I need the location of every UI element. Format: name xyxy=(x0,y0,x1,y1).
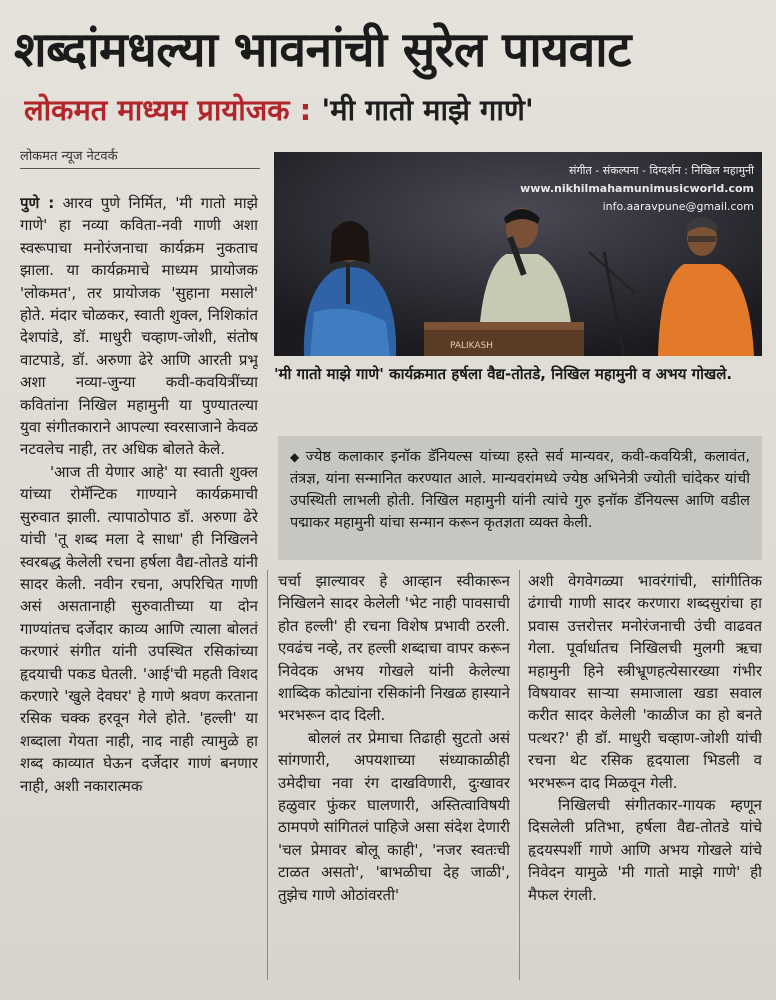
article-column-3 xyxy=(528,570,762,980)
column1-paragraph-1: आरव पुणे निर्मित, 'मी गातो माझे गाणे' हा नव्या कविता-नवी गाणी अशा स्वरूपाचा मनोरंजनाचा कार्यक्रम नुकताच झाला. या कार्यक्रमाचे माध्यम प्रायोजक 'लोकमत', तर प्रायोजक 'सुहाना मसाले' होते. मंदार चोळकर, स्वाती शुक्ल, निशिकांत देशपांडे, डॉ. माधुरी चव्हाण-जोशी, संतोष वाटपाडे, डॉ. अरुणा ढेरे आणि आरती प्रभू अशा नव्या-जुन्या कवी-कवयित्रींच्या कवितांना निखिल महामुनी या पुण्यातल्या युवा संगीतकाराने आपल्या स्वरसाजाने केवळ नटवलेच नाही, तर अधिक बोलते केले. xyxy=(20,194,258,459)
event-title: 'मी गातो माझे गाणे' xyxy=(311,93,534,127)
event-photo xyxy=(274,152,762,356)
article-column-2 xyxy=(278,570,510,980)
photo-caption: 'मी गातो माझे गाणे' कार्यक्रमात हर्षला वैद्य-तोतडे, निखिल महामुनी व अभय गोखले. xyxy=(274,365,733,383)
byline: लोकमत न्यूज नेटवर्क xyxy=(20,146,260,169)
column-divider xyxy=(519,570,520,980)
website-text: www.nikhilmahamunimusicworld.com xyxy=(520,182,754,195)
diamond-bullet-icon: ◆ xyxy=(290,450,302,464)
column2-paragraph-1: चर्चा झाल्यावर हे आव्हान स्वीकारून निखिलने सादर केलेली 'भेट नाही पावसाची होत हल्ली' ही रचना विशेष प्रभावी ठरली. एवढंच नव्हे, तर हल्ली शब्दाचा वापर करून निवेदक अभय गोखले यांनी केलेल्या शाब्दिक कोट्यांना रसिकांनी निखळ हास्याने भरभरून दाद दिली. xyxy=(278,572,510,725)
sponsor-label: लोकमत माध्यम प्रायोजक : xyxy=(24,93,312,127)
headline: शब्दांमधल्या भावनांची सुरेल पायवाट xyxy=(14,22,631,78)
article-column-1 xyxy=(20,192,258,982)
highlight-text: ज्येष्ठ कलाकार इनॉक डॅनियल्स यांच्या हस्ते सर्व मान्यवर, कवी-कवयित्री, कलावंत, तंत्रज्ञ, यांना सन्मानित करण्यात आले. मान्यवरांमध्ये ज्येष्ठ अभिनेत्री ज्योती चांदेकर यांची उपस्थिती लाभली होती. निखिल महामुनी यांनी त्यांचे गुरु इनॉक डॅनियल्स आणि वडील पद्माकर महामुनी यांचा सन्मान करून कृतज्ञता व्यक्त केली. xyxy=(290,449,750,531)
highlight-box xyxy=(278,436,762,560)
column1-paragraph-2: 'आज ती येणार आहे' या स्वाती शुक्ल यांच्या रोमॅन्टिक गाण्याने कार्यक्रमाची सुरुवात झाली. त्यापाठोपाठ डॉ. अरुणा ढेरे यांची 'तू शब्द मला दे साधा' ही निखिलने स्वरबद्ध केलेली रचना हर्षला वैद्य-तोतडे यांनी सादर केली. नवीन रचना, अपरिचित गाणी असं असतानाही सुरुवातीच्या या दोन गाण्यांतच दर्जेदार काव्य आणि त्याला बोलतं करणारं संगीत यांनी उपस्थित रसिकांच्या हृदयाची पकड घेतली. 'आई'ची महती विशद करणारे 'खुले देवघर' हे गाणे श्रवण करताना रसिक चक्क हरवून गेले होते. 'हल्ली' या शब्दाला गेयता नाही, नाद नाही त्यामुळे हा शब्द काव्यात घेऊन दर्जेदार गाणं बनणार नाही, अशी नकारात्मक xyxy=(20,462,258,795)
column3-paragraph-2: निखिलची संगीतकार-गायक म्हणून दिसलेली प्रतिभा, हर्षला वैद्य-तोतडे यांचे हृदयस्पर्शी गाणे आणि अभय गोखले यांचे निवेदन यामुळे 'मी गातो माझे गाणे' ही मैफल रंगली. xyxy=(528,796,762,904)
photo-credits xyxy=(454,162,754,216)
harmonium-label: PALIKASH xyxy=(450,341,494,351)
subheadline xyxy=(24,88,764,132)
column2-paragraph-2: बोललं तर प्रेमाचा तिढाही सुटतो असं सांगणारी, अपयशाच्या संध्याकाळीही उमेदीचा नवा रंग दाखविणारी, दुःखावर हळुवार फुंकर घालणारी, अस्तित्वाविषयी ठामपणे सांगितलं पाहिजे असा संदेश देणारी 'चल प्रेमावर बोलू काही', 'नजर स्वतःची टाळत असतो', 'बाभळीचा देह जाळी', तुझेच गाणे ओठांवरती' xyxy=(278,728,510,904)
column-divider xyxy=(267,570,268,980)
email-text: info.aaravpune@gmail.com xyxy=(602,200,754,213)
harmonium xyxy=(424,322,584,356)
credit-line: संगीत - संकल्पना - दिग्दर्शन : निखिल महामुनी xyxy=(569,164,754,177)
column3-paragraph-1: अशी वेगवेगळ्या भावरंगांची, सांगीतिक ढंगाची गाणी सादर करणारा शब्दसुरांचा हा प्रवास उत्तरोत्तर मनोरंजनाची उंची वाढवत गेला. पूर्वार्धातच निखिलची मुलगी ऋचा महामुनी हिने स्त्रीभ्रूणहत्येसारख्या गंभीर विषयावर साऱ्या समाजाला खडा सवाल करीत सादर केलेली 'काळीज का हो बनते पत्थर?' ही डॉ. माधुरी चव्हाण-जोशी यांची रचना थेट रसिक हृदयाला भिडली व भरभरून दाद मिळवून गेली. xyxy=(528,572,762,792)
dateline: पुणे : xyxy=(20,194,55,212)
